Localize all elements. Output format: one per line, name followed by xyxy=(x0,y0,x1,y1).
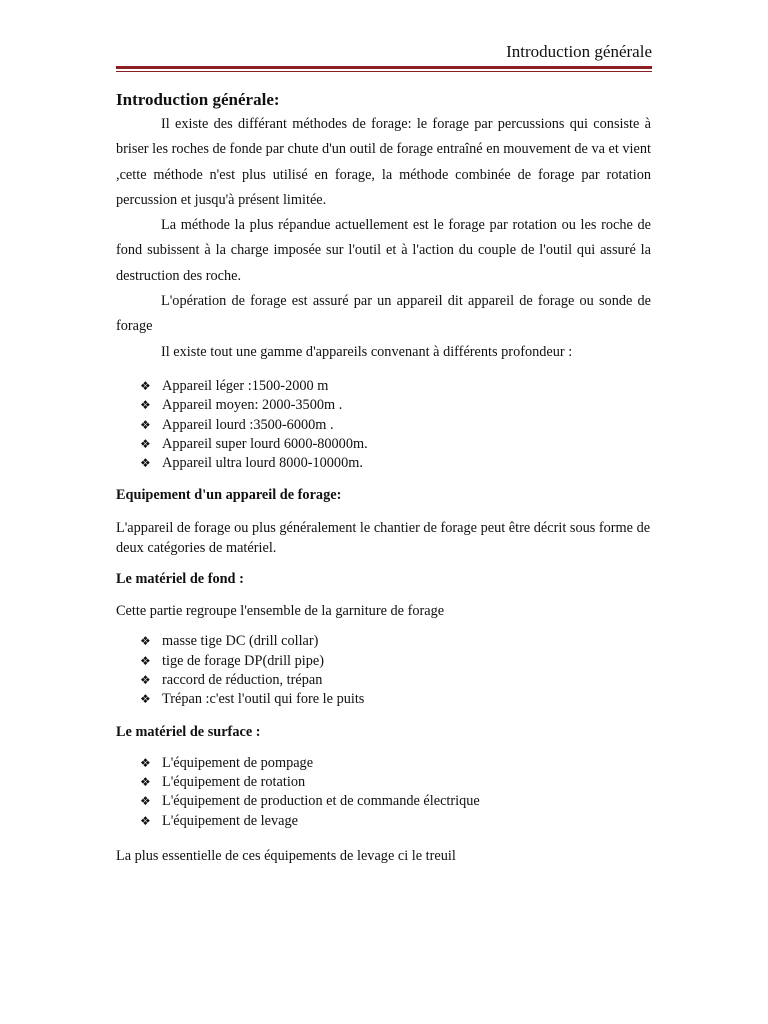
list-item: ❖ Appareil moyen: 2000-3500m . xyxy=(140,396,651,415)
list-item: ❖ tige de forage DP(drill pipe) xyxy=(140,652,651,671)
bottom-equipment-heading: Le matériel de fond : xyxy=(116,571,244,588)
diamond-bullet-icon: ❖ xyxy=(140,692,151,707)
diamond-bullet-icon: ❖ xyxy=(140,378,151,393)
list-item: ❖ L'équipement de production et de commande électrique xyxy=(140,792,651,811)
diamond-bullet-icon: ❖ xyxy=(140,813,151,828)
diamond-bullet-icon: ❖ xyxy=(140,653,151,668)
equipment-paragraph: L'appareil de forage ou plus généralement le chantier de forage peut être décrit sous forme de deux catégories de matériel. xyxy=(116,520,651,557)
list-item: ❖ Appareil super lourd 6000-80000m. xyxy=(140,435,651,454)
header-rule-thick xyxy=(116,66,652,69)
bottom-equipment-list xyxy=(116,632,651,709)
bottom-equipment-paragraph: Cette partie regroupe l'ensemble de la garniture de forage xyxy=(116,603,445,620)
intro-paragraph-3: L'opération de forage est assuré par un appareil dit appareil de forage ou sonde de forage xyxy=(116,293,651,335)
list-item: ❖ raccord de réduction, trépan xyxy=(140,671,651,690)
list-item: ❖ Appareil ultra lourd 8000-10000m. xyxy=(140,454,651,473)
diamond-bullet-icon: ❖ xyxy=(140,398,151,413)
header-rule-thin xyxy=(116,71,652,72)
list-item: ❖ Appareil léger :1500-2000 m xyxy=(140,377,651,396)
page-title: Introduction générale: xyxy=(116,90,280,109)
surface-equipment-list xyxy=(116,754,651,831)
surface-equipment-heading: Le matériel de surface : xyxy=(116,723,261,740)
list-item: ❖ L'équipement de levage xyxy=(140,812,651,831)
list-item: ❖ masse tige DC (drill collar) xyxy=(140,632,651,651)
intro-paragraph-2: La méthode la plus répandue actuellement est le forage par rotation ou les roche de fond subissent à la charge imposée sur l'outil et à l'action du couple de l'outil qui assuré la destruction des roche. xyxy=(116,217,651,284)
rig-types-list xyxy=(116,377,651,473)
diamond-bullet-icon: ❖ xyxy=(140,417,151,432)
diamond-bullet-icon: ❖ xyxy=(140,456,151,471)
equipment-heading: Equipement d'un appareil de forage: xyxy=(116,487,342,504)
closing-paragraph: La plus essentielle de ces équipements de levage ci le treuil xyxy=(116,847,456,864)
list-item: ❖ L'équipement de pompage xyxy=(140,754,651,773)
diamond-bullet-icon: ❖ xyxy=(140,794,151,809)
diamond-bullet-icon: ❖ xyxy=(140,774,151,789)
list-item: ❖ L'équipement de rotation xyxy=(140,773,651,792)
list-item: ❖ Appareil lourd :3500-6000m . xyxy=(140,416,651,435)
running-header-title: Introduction générale xyxy=(506,42,652,61)
diamond-bullet-icon: ❖ xyxy=(140,755,151,770)
page-content xyxy=(116,88,651,866)
diamond-bullet-icon: ❖ xyxy=(140,436,151,451)
list-item: ❖ Trépan :c'est l'outil qui fore le puits xyxy=(140,690,651,709)
diamond-bullet-icon: ❖ xyxy=(140,634,151,649)
intro-paragraph-1: Il existe des différant méthodes de forage: le forage par percussions qui consiste à briser les roches de fonde par chute d'un outil de forage entraîné en mouvement de va et vient ,cette méthode n'est plus utilisé en forage, la méthode combinée de forage par rotation percussion et jusqu'à présent limitée. xyxy=(116,116,651,208)
diamond-bullet-icon: ❖ xyxy=(140,673,151,688)
intro-paragraph-4: Il existe tout une gamme d'appareils convenant à différents profondeur : xyxy=(161,343,573,360)
